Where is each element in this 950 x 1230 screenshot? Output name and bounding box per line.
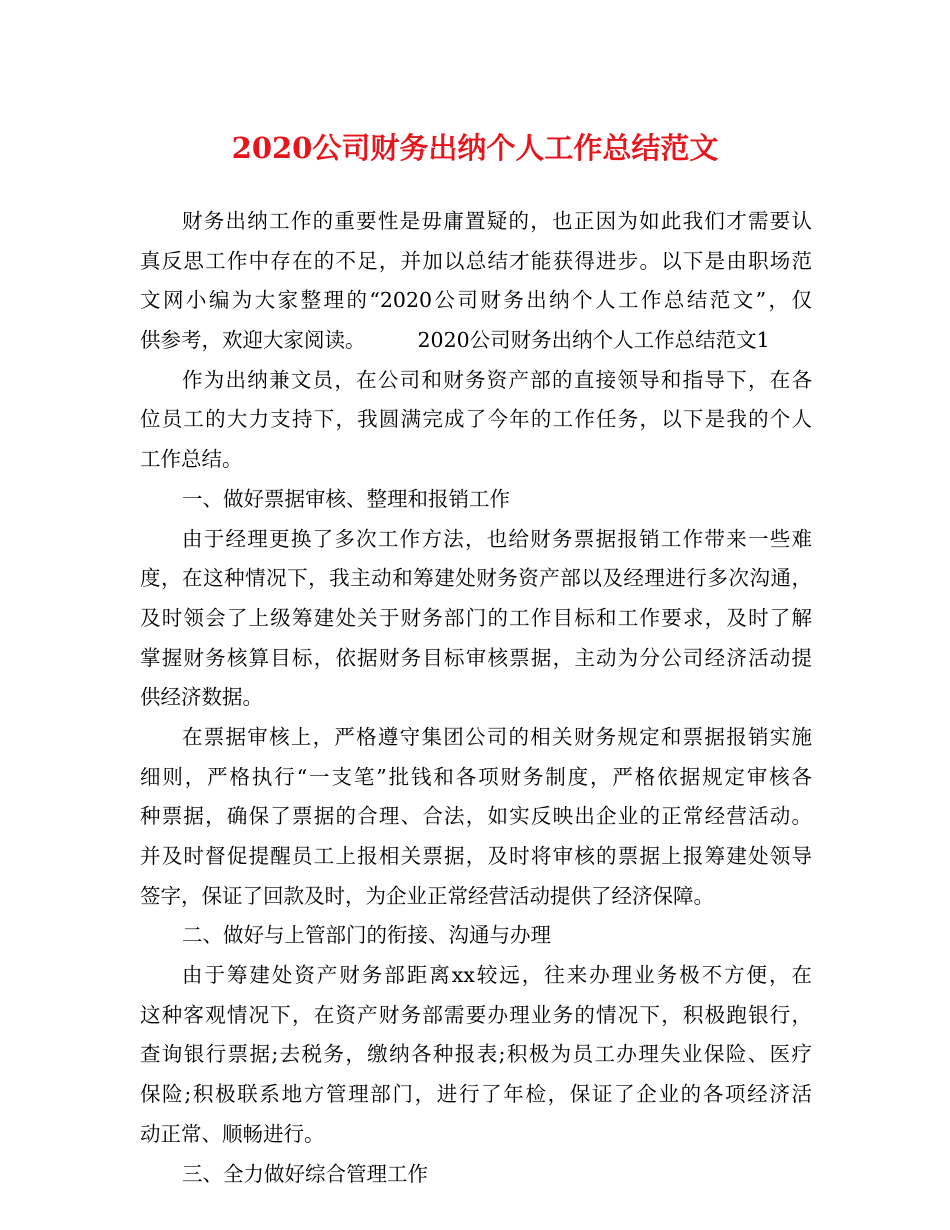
paragraph-line: 财务出纳工作的重要性是毋庸置疑的，也正因为如此我们才需要认 xyxy=(182,209,812,233)
section-heading: 二、做好与上管部门的衔接、沟通与办理 xyxy=(182,923,551,948)
paragraph-line: 由于经理更换了多次工作方法，也给财务票据报销工作带来一些难 xyxy=(182,526,812,551)
paragraph-line: 度，在这种情况下，我主动和筹建处财务资产部以及经理进行多次沟通， xyxy=(140,566,812,591)
section-title-inline: 2020公司财务出纳个人工作总结范文1 xyxy=(417,328,770,353)
paragraph-line: 供经济数据。 xyxy=(140,685,263,710)
paragraph-line: 细则，严格执行“一支笔”批钱和各项财务制度，严格依据规定审核各 xyxy=(140,764,812,789)
section-heading: 一、做好票据审核、整理和报销工作 xyxy=(182,486,510,511)
paragraph-line: 工作总结。 xyxy=(140,447,243,472)
paragraph-line: 签字，保证了回款及时，为企业正常经营活动提供了经济保障。 xyxy=(140,883,714,908)
paragraph-line: 掌握财务核算目标，依据财务目标审核票据，主动为分公司经济活动提 xyxy=(140,645,812,670)
paragraph-line: 种票据，确保了票据的合理、合法，如实反映出企业的正常经营活动。 xyxy=(140,804,812,829)
paragraph-line: 作为出纳兼文员，在公司和财务资产部的直接领导和指导下，在各 xyxy=(182,367,812,392)
paragraph-line: 及时领会了上级筹建处关于财务部门的工作目标和工作要求，及时了解 xyxy=(140,605,812,630)
paragraph-line: 在票据审核上，严格遵守集团公司的相关财务规定和票据报销实施 xyxy=(182,724,812,749)
section-heading: 三、全力做好综合管理工作 xyxy=(182,1161,428,1186)
paragraph-line: 动正常、顺畅进行。 xyxy=(140,1121,325,1146)
paragraph-line: 查询银行票据;去税务，缴纳各种报表;积极为员工办理失业保险、医疗 xyxy=(140,1042,812,1067)
paragraph-line: 由于筹建处资产财务部距离xx较远，往来办理业务极不方便，在 xyxy=(182,963,812,988)
paragraph-line: 真反思工作中存在的不足，并加以总结才能获得进步。以下是由职场范 xyxy=(140,248,812,273)
paragraph-line: 位员工的大力支持下，我圆满完成了今年的工作任务，以下是我的个人 xyxy=(140,407,812,432)
paragraph-line: 保险;积极联系地方管理部门，进行了年检，保证了企业的各项经济活 xyxy=(140,1082,812,1107)
paragraph-line: 文网小编为大家整理的“2020公司财务出纳个人工作总结范文”，仅 xyxy=(140,288,812,313)
document-title: 2020公司财务出纳个人工作总结范文 xyxy=(231,131,719,165)
paragraph-line: 并及时督促提醒员工上报相关票据，及时将审核的票据上报筹建处领导 xyxy=(140,844,812,868)
document-body xyxy=(140,202,812,1194)
paragraph-line xyxy=(140,321,812,361)
paragraph-line-text: 供参考，欢迎大家阅读。 xyxy=(140,328,366,353)
paragraph-line: 这种客观情况下，在资产财务部需要办理业务的情况下，积极跑银行， xyxy=(140,1002,812,1027)
